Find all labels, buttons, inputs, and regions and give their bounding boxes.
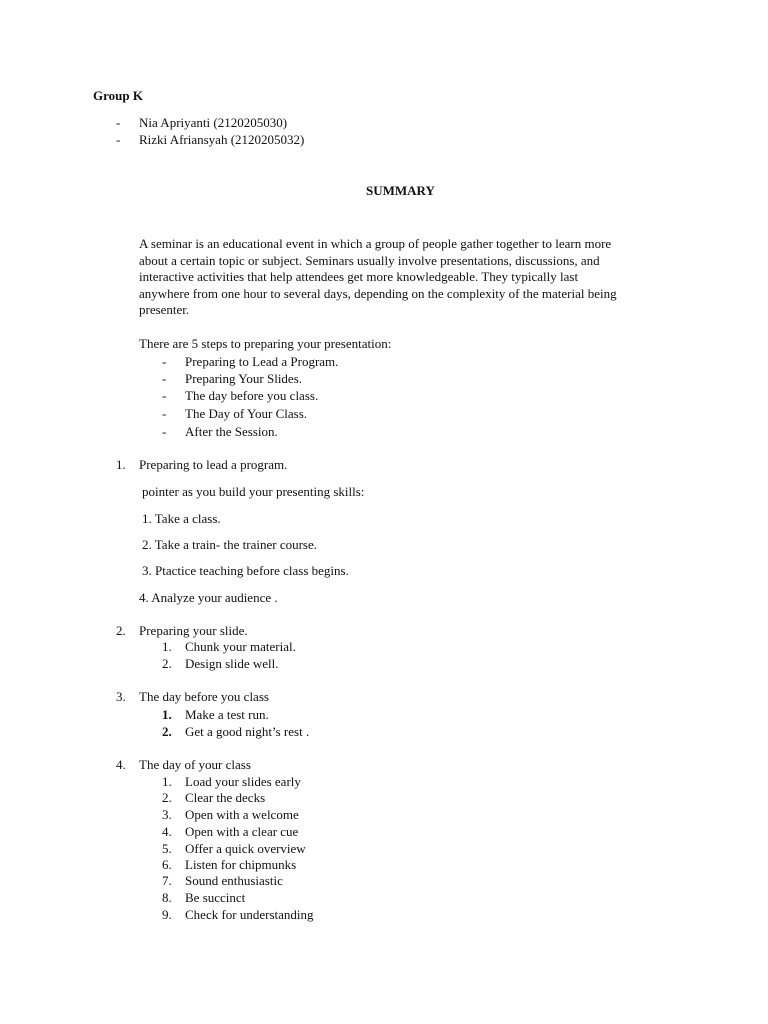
section-number: 1. — [116, 457, 126, 472]
list-item: Chunk your material. — [185, 639, 296, 654]
member-name: Nia Apriyanti (2120205030) — [139, 115, 288, 130]
list-item: Be succinct — [185, 890, 246, 905]
list-item: 3. Ptactice teaching before class begins. — [142, 563, 349, 578]
list-item: 2. Take a train- the trainer course. — [142, 537, 317, 552]
member-dash: - — [116, 132, 121, 147]
paragraph-line: about a certain topic or subject. Seminars usually involve presentations, discussions, and — [139, 252, 600, 268]
list-item: Load your slides early — [185, 774, 301, 789]
list-number: 8. — [162, 890, 172, 905]
list-number: 1. — [162, 774, 172, 789]
list-number: 2. — [162, 656, 172, 671]
list-number: 1. — [162, 707, 172, 722]
step-dash: - — [162, 354, 167, 369]
section-number: 4. — [116, 757, 126, 772]
list-item: Make a test run. — [185, 707, 269, 722]
section-intro: pointer as you build your presenting skills: — [142, 484, 365, 499]
list-item: Open with a clear cue — [185, 824, 299, 839]
list-number: 2. — [162, 790, 172, 805]
step-dash: - — [162, 406, 167, 421]
step-item: After the Session. — [185, 424, 278, 439]
list-number: 9. — [162, 907, 172, 922]
step-dash: - — [162, 371, 167, 386]
step-dash: - — [162, 424, 167, 439]
section-title: Preparing your slide. — [139, 623, 248, 638]
section-number: 2. — [116, 623, 126, 638]
paragraph-line: interactive activities that help attendees get more knowledgeable. They typically last — [139, 269, 579, 285]
paragraph-line: anywhere from one hour to several days, depending on the complexity of the material being — [139, 285, 617, 301]
section-title: Preparing to lead a program. — [139, 457, 288, 472]
steps-intro: There are 5 steps to preparing your presentation: — [139, 336, 392, 351]
list-item: 4. Analyze your audience . — [139, 590, 278, 605]
list-item: Sound enthusiastic — [185, 873, 283, 888]
list-item: Clear the decks — [185, 790, 266, 805]
section-number: 3. — [116, 689, 126, 704]
list-number: 5. — [162, 841, 172, 856]
step-item: The day before you class. — [185, 388, 319, 403]
list-number: 1. — [162, 639, 172, 654]
summary-heading: SUMMARY — [366, 183, 435, 198]
member-name: Rizki Afriansyah (2120205032) — [139, 132, 305, 147]
summary-paragraph — [139, 236, 699, 319]
step-item: Preparing Your Slides. — [185, 371, 303, 386]
list-number: 4. — [162, 824, 172, 839]
list-item: Open with a welcome — [185, 807, 299, 822]
paragraph-line: A seminar is an educational event in which a group of people gather together to learn more — [139, 236, 612, 251]
step-item: The Day of Your Class. — [185, 406, 308, 421]
list-number: 6. — [162, 857, 172, 872]
list-number: 2. — [162, 724, 172, 739]
list-item: Check for understanding — [185, 907, 314, 922]
list-item: Offer a quick overview — [185, 841, 306, 856]
step-item: Preparing to Lead a Program. — [185, 354, 339, 369]
group-title: Group K — [93, 88, 143, 103]
list-item: Design slide well. — [185, 656, 279, 671]
list-item: Listen for chipmunks — [185, 857, 297, 872]
list-number: 7. — [162, 873, 172, 888]
section-title: The day before you class — [139, 689, 269, 704]
member-dash: - — [116, 115, 121, 130]
section-title: The day of your class — [139, 757, 251, 772]
list-item: 1. Take a class. — [142, 511, 221, 526]
step-dash: - — [162, 388, 167, 403]
list-item: Get a good night’s rest . — [185, 724, 310, 739]
list-number: 3. — [162, 807, 172, 822]
paragraph-line: presenter. — [139, 302, 190, 318]
